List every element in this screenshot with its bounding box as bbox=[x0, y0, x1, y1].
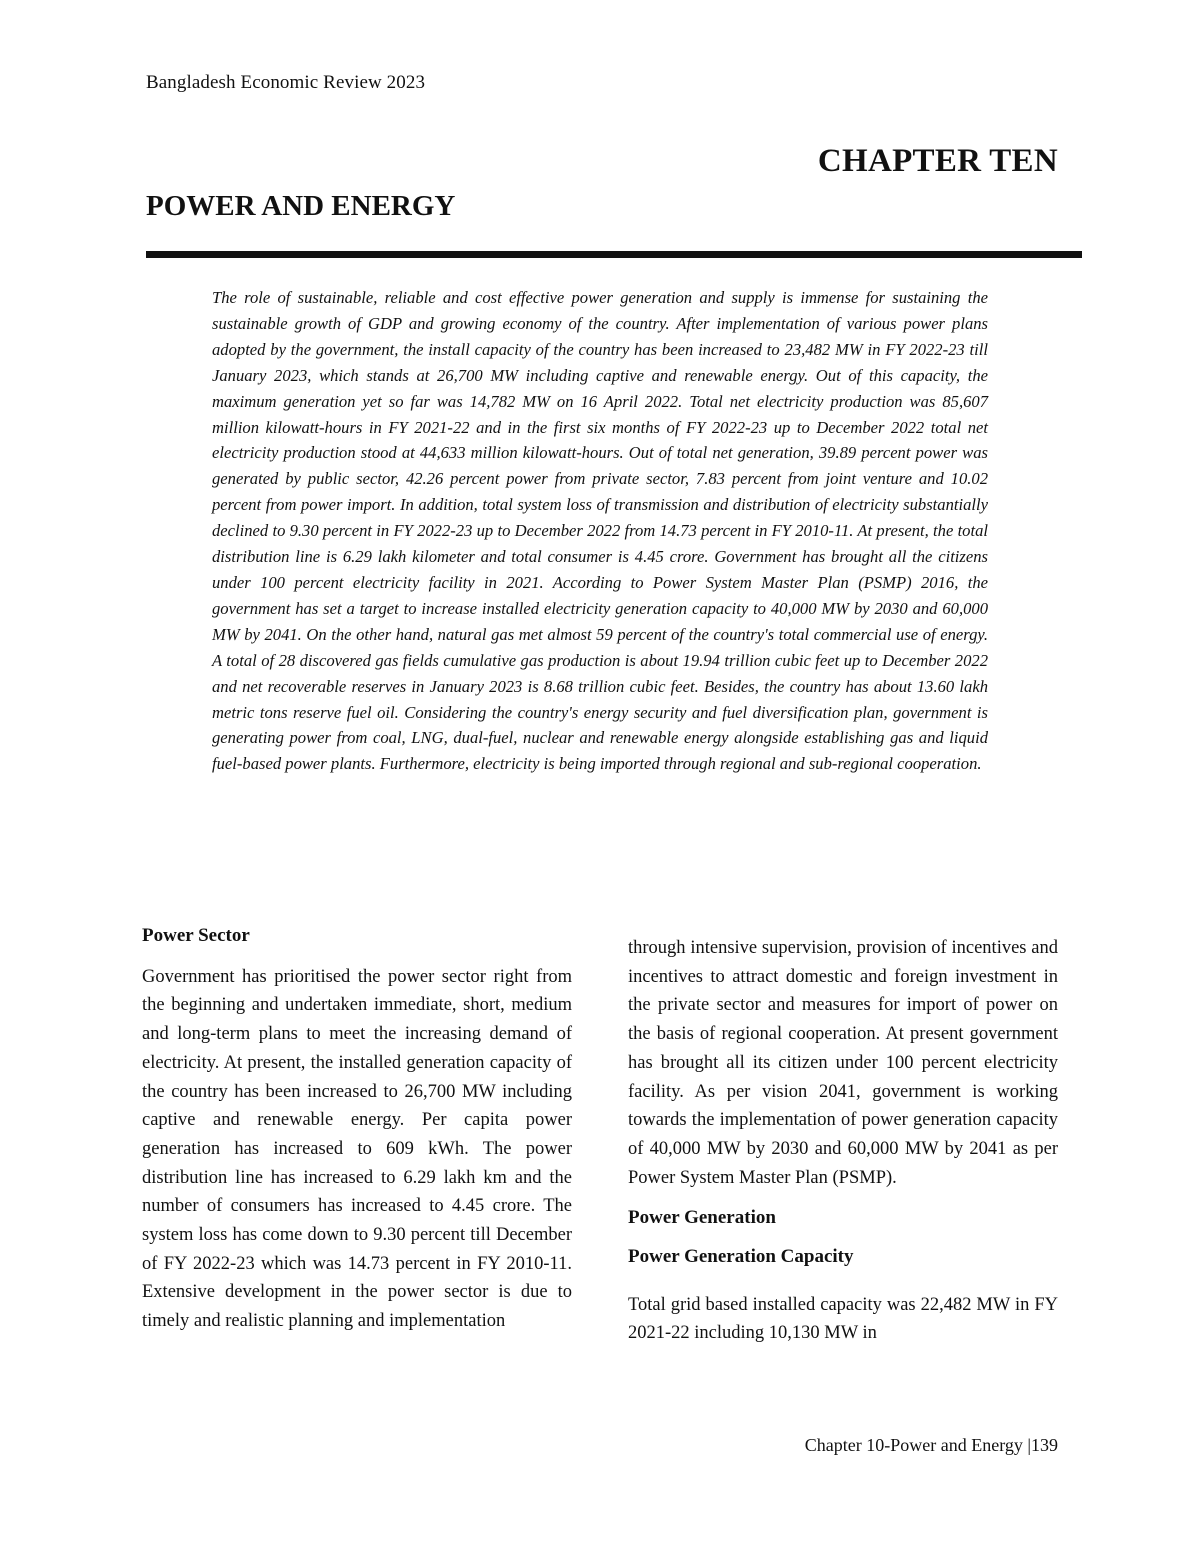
running-header: Bangladesh Economic Review 2023 bbox=[146, 72, 426, 93]
title-divider bbox=[146, 251, 1082, 258]
chapter-title: POWER AND ENERGY bbox=[146, 190, 456, 222]
chapter-abstract: The role of sustainable, reliable and cost effective power generation and supply is immense for sustaining the sustainable growth of GDP and growing economy of the country. After implementation of various power plans adopted by the government, the install capacity of the country has been increased to 23,482 MW in FY 2022-23 till January 2023, which stands at 26,700 MW including captive and renewable energy. Out of this capacity, the maximum generation yet so far was 14,782 MW on 16 April 2022. Total net electricity production was 85,607 million kilowatt-hours in FY 2021-22 and in the first six months of FY 2022-23 up to December 2022 total net electricity production stood at 44,633 million kilowatt-hours. Out of total net generation, 39.89 percent power was generated by public sector, 42.26 percent power from private sector, 7.83 percent from joint venture and 10.02 percent from power import. In addition, total system loss of transmission and distribution of electricity substantially declined to 9.30 percent in FY 2022-23 up to December 2022 from 14.73 percent in FY 2010-11. At present, the total distribution line is 6.29 lakh kilometer and total consumer is 4.45 crore. Government has brought all the citizens under 100 percent electricity facility in 2021. According to Power System Master Plan (PSMP) 2016, the government has set a target to increase installed electricity generation capacity to 40,000 MW by 2030 and 60,000 MW by 2041. On the other hand, natural gas met almost 59 percent of the country's total commercial use of energy. A total of 28 discovered gas fields cumulative gas production is about 19.94 trillion cubic feet up to December 2022 and net recoverable reserves in January 2023 is 8.68 trillion cubic feet. Besides, the country has about 13.60 lakh metric tons reserve fuel oil. Considering the country's energy security and fuel diversification plan, government is generating power from coal, LNG, dual-fuel, nuclear and renewable energy alongside establishing gas and liquid fuel-based power plants. Furthermore, electricity is being imported through regional and sub-regional cooperation. bbox=[212, 288, 988, 774]
page-footer: Chapter 10-Power and Energy |139 bbox=[804, 1435, 1058, 1455]
power-generation-capacity-paragraph: Total grid based installed capacity was 22,482 MW in FY 2021-22 including 10,130 MW in bbox=[628, 1294, 1058, 1344]
left-column bbox=[142, 922, 572, 1336]
right-column bbox=[628, 934, 1058, 1348]
power-sector-paragraph: Government has prioritised the power sector right from the beginning and undertaken immediate, short, medium and long-term plans to meet the increasing demand of electricity. At present, the installed generation capacity of the country has been increased to 26,700 MW including captive and renewable energy. Per capita power generation has increased to 609 kWh. The power distribution line has increased to 6.29 lakh km and the number of consumers has increased to 4.45 crore. The system loss has come down to 9.30 percent till December of FY 2022-23 which was 14.73 percent in FY 2010-11. Extensive development in the power sector is due to timely and realistic planning and implementation bbox=[142, 966, 572, 1332]
chapter-number: CHAPTER TEN bbox=[817, 143, 1058, 179]
power-sector-paragraph-continued: through intensive supervision, provision of incentives and incentives to attract domestic and foreign investment in the private sector and measures for import of power on the basis of regional cooperation. At present government has brought all its citizen under 100 percent electricity facility. As per vision 2041, government is working towards the implementation of power generation capacity of 40,000 MW by 2030 and 60,000 MW by 2041 as per Power System Master Plan (PSMP). bbox=[628, 938, 1058, 1188]
section-heading-power-sector: Power Sector bbox=[142, 925, 250, 946]
section-heading-power-generation-capacity: Power Generation Capacity bbox=[628, 1246, 854, 1268]
section-heading-power-generation: Power Generation bbox=[628, 1207, 776, 1229]
